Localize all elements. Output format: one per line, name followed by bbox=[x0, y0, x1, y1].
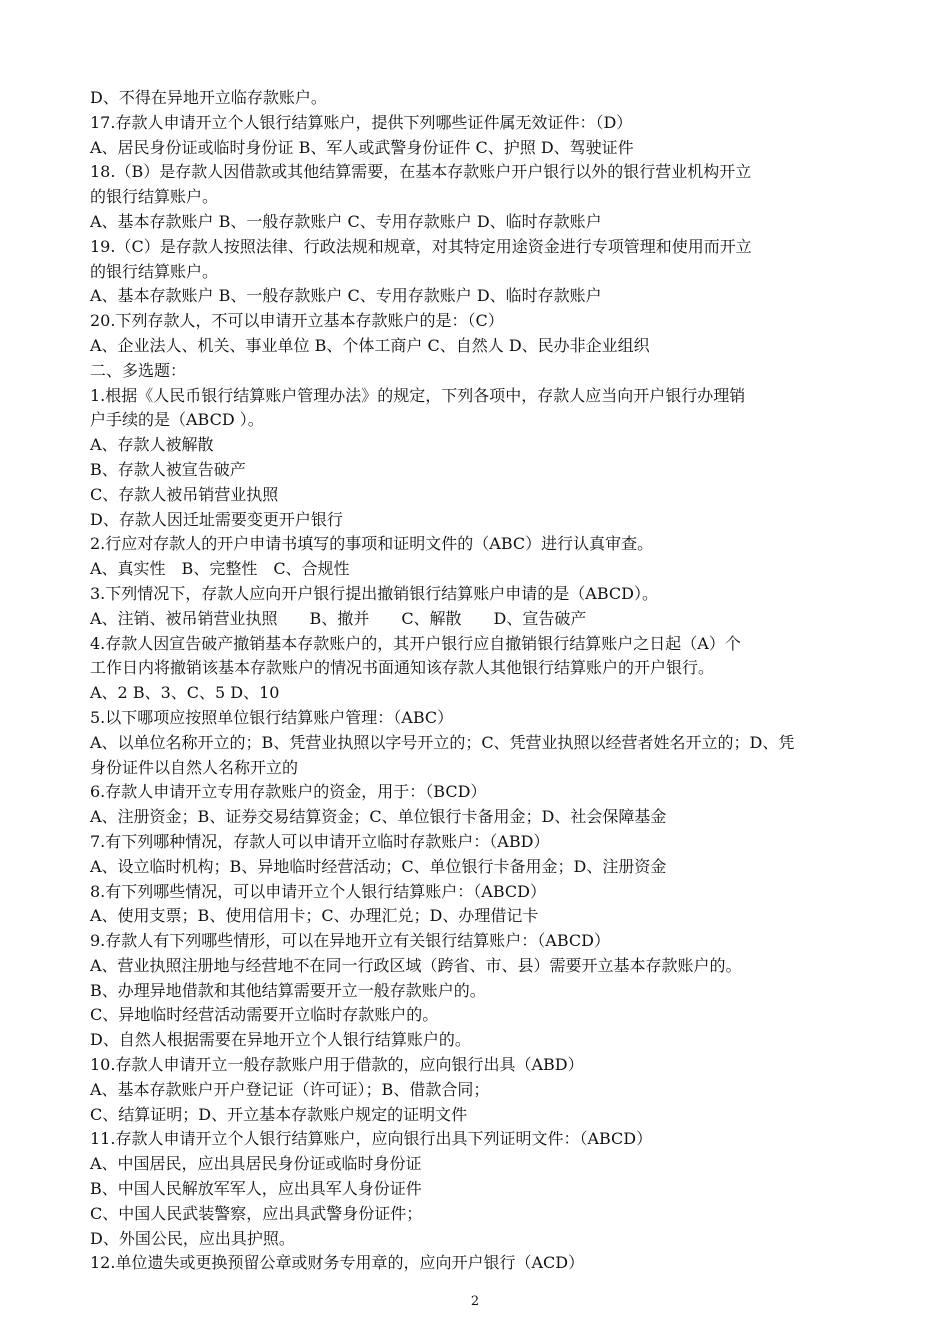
text-line: 的银行结算账户。 bbox=[90, 261, 219, 281]
text-line: A、使用支票；B、使用信用卡；C、办理汇兑；D、办理借记卡 bbox=[90, 906, 539, 926]
text-line: C、异地临时经营活动需要开立临时存款账户的。 bbox=[90, 1005, 439, 1025]
text-line: B、中国人民解放军军人，应出具军人身份证件 bbox=[90, 1179, 422, 1199]
text-line: 二、多选题： bbox=[90, 360, 187, 380]
text-line: B、办理异地借款和其他结算需要开立一般存款账户的。 bbox=[90, 980, 486, 1000]
text-line: A、营业执照注册地与经营地不在同一行政区域（跨省、市、县）需要开立基本存款账户的。 bbox=[90, 955, 742, 975]
text-line: D、自然人根据需要在异地开立个人银行结算账户的。 bbox=[90, 1030, 471, 1050]
text-line: A、2 B、3、C、5 D、10 bbox=[90, 683, 280, 703]
text-line: A、居民身份证或临时身份证 B、军人或武警身份证件 C、护照 D、驾驶证件 bbox=[90, 137, 634, 157]
text-line: 户手续的是（ABCD ）。 bbox=[90, 410, 264, 430]
text-line: 2.行应对存款人的开户申请书填写的事项和证明文件的（ABC）进行认真审查。 bbox=[90, 534, 654, 554]
text-line: 11.存款人申请开立个人银行结算账户，应向银行出具下列证明文件：（ABCD） bbox=[90, 1129, 653, 1149]
text-line: 17.存款人申请开立个人银行结算账户，提供下列哪些证件属无效证件：（D） bbox=[90, 112, 633, 132]
text-line: D、存款人因迁址需要变更开户银行 bbox=[90, 509, 343, 529]
text-line: 工作日内将撤销该基本存款账户的情况书面通知该存款人其他银行结算账户的开户银行。 bbox=[90, 658, 715, 678]
text-line: 身份证件以自然人名称开立的 bbox=[90, 757, 299, 777]
page-number: 2 bbox=[470, 1294, 480, 1309]
text-line: D、不得在异地开立临存款账户。 bbox=[90, 88, 327, 107]
text-line: A、基本存款账户 B、一般存款账户 C、专用存款账户 D、临时存款账户 bbox=[90, 211, 602, 231]
document-body bbox=[90, 86, 862, 1276]
text-line: C、存款人被吊销营业执照 bbox=[90, 484, 279, 504]
text-line: A、基本存款账户开户登记证（许可证）；B、借款合同； bbox=[90, 1079, 490, 1099]
text-line: 18.（B）是存款人因借款或其他结算需要，在基本存款账户开户银行以外的银行营业机构开立 bbox=[90, 162, 752, 182]
text-line: C、结算证明；D、开立基本存款账户规定的证明文件 bbox=[90, 1104, 468, 1124]
text-line: 1.根据《人民币银行结算账户管理办法》的规定，下列各项中，存款人应当向开户银行办理销 bbox=[90, 385, 746, 405]
text-line: A、存款人被解散 bbox=[90, 435, 214, 455]
text-line: 5.以下哪项应按照单位银行结算账户管理：（ABC） bbox=[90, 707, 454, 727]
text-line: A、注销、被吊销营业执照 B、撤并 C、解散 D、宣告破产 bbox=[90, 608, 587, 628]
text-line: A、企业法人、机关、事业单位 B、个体工商户 C、自然人 D、民办非企业组织 bbox=[90, 335, 650, 355]
text-line: A、中国居民，应出具居民身份证或临时身份证 bbox=[90, 1154, 422, 1174]
text-line: 9.存款人有下列哪些情形，可以在异地开立有关银行结算账户：（ABCD） bbox=[90, 931, 610, 951]
text-line: A、基本存款账户 B、一般存款账户 C、专用存款账户 D、临时存款账户 bbox=[90, 286, 602, 306]
text-line: B、存款人被宣告破产 bbox=[90, 459, 246, 479]
text-line: 3.下列情况下，存款人应向开户银行提出撤销银行结算账户申请的是（ABCD）。 bbox=[90, 583, 658, 603]
text-line: A、真实性 B、完整性 C、合规性 bbox=[90, 559, 350, 579]
text-line: A、注册资金；B、证券交易结算资金；C、单位银行卡备用金；D、社会保障基金 bbox=[90, 807, 667, 827]
text-line: C、中国人民武装警察，应出具武警身份证件； bbox=[90, 1203, 423, 1223]
text-line: D、外国公民，应出具护照。 bbox=[90, 1228, 295, 1248]
text-line: 4.存款人因宣告破产撤销基本存款账户的，其开户银行应自撤销银行结算账户之日起（A）个 bbox=[90, 633, 741, 653]
text-line: 7.有下列哪种情况，存款人可以申请开立临时存款账户：（ABD） bbox=[90, 831, 550, 851]
text-line: 的银行结算账户。 bbox=[90, 187, 219, 207]
text-line: A、以单位名称开立的；B、凭营业执照以字号开立的；C、凭营业执照以经营者姓名开立的；D、凭 bbox=[90, 732, 795, 752]
text-line: 20.下列存款人，不可以申请开立基本存款账户的是：（C） bbox=[90, 311, 504, 331]
text-line: 6.存款人申请开立专用存款账户的资金，用于：（BCD） bbox=[90, 782, 487, 802]
text-line: A、设立临时机构；B、异地临时经营活动；C、单位银行卡备用金；D、注册资金 bbox=[90, 856, 667, 876]
text-line: 8.有下列哪些情况，可以申请开立个人银行结算账户：（ABCD） bbox=[90, 881, 546, 901]
text-line: 10.存款人申请开立一般存款账户用于借款的，应向银行出具（ABD） bbox=[90, 1055, 584, 1075]
text-line: 19.（C）是存款人按照法律、行政法规和规章，对其特定用途资金进行专项管理和使用而开立 bbox=[90, 236, 752, 256]
text-line: 12.单位遗失或更换预留公章或财务专用章的，应向开户银行（ACD） bbox=[90, 1253, 585, 1273]
